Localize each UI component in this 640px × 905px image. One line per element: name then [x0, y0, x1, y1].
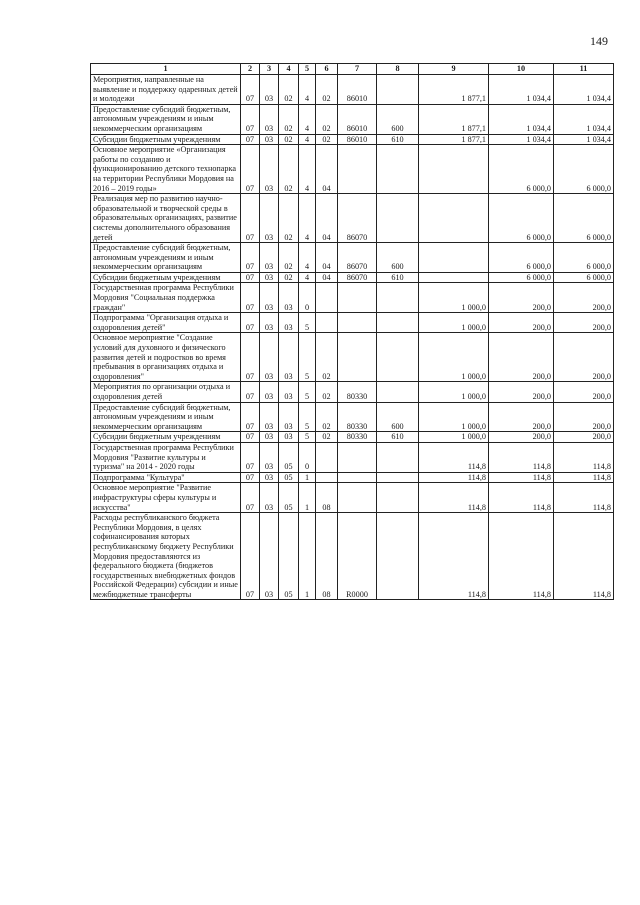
- amount-cell: 114,8: [554, 513, 614, 600]
- row-name-cell: Государственная программа Республики Мордовия "Социальная поддержка граждан": [91, 283, 241, 313]
- table-row: [91, 145, 614, 194]
- code-cell: 02: [279, 145, 299, 194]
- code-cell: 07: [241, 243, 260, 273]
- amount-cell: 200,0: [554, 283, 614, 313]
- amount-cell: 114,8: [554, 472, 614, 483]
- row-name-cell: Предоставление субсидий бюджетным, автономным учреждениям и иным некоммерческим организациям: [91, 104, 241, 134]
- column-header: 11: [554, 64, 614, 75]
- code-cell: [377, 283, 419, 313]
- code-cell: 03: [260, 333, 279, 382]
- code-cell: 03: [260, 483, 279, 513]
- code-cell: 07: [241, 134, 260, 145]
- table-row: [91, 104, 614, 134]
- code-cell: 02: [316, 402, 338, 432]
- amount-cell: 114,8: [489, 442, 554, 472]
- amount-cell: 1 877,1: [419, 104, 489, 134]
- code-cell: 02: [316, 75, 338, 105]
- code-cell: 03: [260, 145, 279, 194]
- column-header: 3: [260, 64, 279, 75]
- code-cell: 03: [279, 402, 299, 432]
- code-cell: [338, 483, 377, 513]
- code-cell: 1: [299, 513, 316, 600]
- table-row: [91, 483, 614, 513]
- code-cell: 02: [279, 75, 299, 105]
- code-cell: 02: [279, 272, 299, 283]
- code-cell: 03: [279, 382, 299, 402]
- code-cell: 03: [260, 283, 279, 313]
- code-cell: 86070: [338, 194, 377, 243]
- code-cell: 07: [241, 483, 260, 513]
- code-cell: R0000: [338, 513, 377, 600]
- amount-cell: 200,0: [489, 283, 554, 313]
- code-cell: [377, 513, 419, 600]
- code-cell: 610: [377, 134, 419, 145]
- amount-cell: 200,0: [554, 402, 614, 432]
- row-name-cell: Субсидии бюджетным учреждениям: [91, 134, 241, 145]
- code-cell: 02: [279, 104, 299, 134]
- code-cell: 07: [241, 104, 260, 134]
- code-cell: 03: [260, 432, 279, 443]
- code-cell: 1: [299, 472, 316, 483]
- code-cell: [377, 194, 419, 243]
- amount-cell: 200,0: [554, 313, 614, 333]
- code-cell: 04: [316, 272, 338, 283]
- code-cell: [338, 313, 377, 333]
- amount-cell: 6 000,0: [489, 145, 554, 194]
- code-cell: 02: [279, 134, 299, 145]
- amount-cell: 1 034,4: [554, 104, 614, 134]
- code-cell: 86070: [338, 272, 377, 283]
- amount-cell: [419, 243, 489, 273]
- code-cell: 03: [260, 472, 279, 483]
- code-cell: 80330: [338, 402, 377, 432]
- code-cell: 03: [260, 104, 279, 134]
- amount-cell: 200,0: [554, 432, 614, 443]
- amount-cell: 1 000,0: [419, 432, 489, 443]
- code-cell: 03: [279, 333, 299, 382]
- code-cell: 07: [241, 472, 260, 483]
- code-cell: [316, 472, 338, 483]
- header-row: [91, 64, 614, 75]
- amount-cell: 114,8: [489, 513, 554, 600]
- code-cell: 03: [260, 442, 279, 472]
- code-cell: 4: [299, 104, 316, 134]
- code-cell: 07: [241, 513, 260, 600]
- code-cell: 4: [299, 134, 316, 145]
- code-cell: 07: [241, 432, 260, 443]
- amount-cell: 114,8: [554, 442, 614, 472]
- code-cell: 03: [260, 402, 279, 432]
- code-cell: 03: [279, 283, 299, 313]
- amount-cell: 200,0: [489, 402, 554, 432]
- code-cell: 5: [299, 402, 316, 432]
- code-cell: 03: [260, 134, 279, 145]
- code-cell: 03: [260, 313, 279, 333]
- amount-cell: 114,8: [554, 483, 614, 513]
- amount-cell: 200,0: [489, 333, 554, 382]
- code-cell: 600: [377, 402, 419, 432]
- amount-cell: 1 034,4: [489, 134, 554, 145]
- code-cell: 03: [279, 313, 299, 333]
- code-cell: 03: [260, 75, 279, 105]
- amount-cell: 114,8: [419, 513, 489, 600]
- table-row: [91, 134, 614, 145]
- amount-cell: 200,0: [554, 333, 614, 382]
- amount-cell: 1 000,0: [419, 382, 489, 402]
- row-name-cell: Предоставление субсидий бюджетным, автономным учреждениям и иным некоммерческим организациям: [91, 243, 241, 273]
- amount-cell: 114,8: [419, 483, 489, 513]
- code-cell: 4: [299, 145, 316, 194]
- code-cell: [377, 382, 419, 402]
- table-row: [91, 272, 614, 283]
- row-name-cell: Реализация мер по развитию научно-образовательной и творческой среды в образовательных организациях, развитие системы дополнительного образования детей: [91, 194, 241, 243]
- code-cell: 05: [279, 513, 299, 600]
- code-cell: 600: [377, 104, 419, 134]
- code-cell: [377, 483, 419, 513]
- amount-cell: 114,8: [419, 472, 489, 483]
- code-cell: 03: [279, 432, 299, 443]
- code-cell: 600: [377, 243, 419, 273]
- amount-cell: 6 000,0: [489, 194, 554, 243]
- amount-cell: 200,0: [489, 313, 554, 333]
- table-row: [91, 283, 614, 313]
- code-cell: 07: [241, 382, 260, 402]
- code-cell: [338, 145, 377, 194]
- code-cell: 07: [241, 75, 260, 105]
- table-row: [91, 194, 614, 243]
- table-row: [91, 472, 614, 483]
- row-name-cell: Мероприятия, направленные на выявление и поддержку одаренных детей и молодежи: [91, 75, 241, 105]
- code-cell: 1: [299, 483, 316, 513]
- code-cell: [316, 283, 338, 313]
- code-cell: [338, 442, 377, 472]
- code-cell: 07: [241, 145, 260, 194]
- row-name-cell: Субсидии бюджетным учреждениям: [91, 432, 241, 443]
- code-cell: 08: [316, 513, 338, 600]
- code-cell: 04: [316, 145, 338, 194]
- amount-cell: [419, 194, 489, 243]
- amount-cell: 200,0: [554, 382, 614, 402]
- table-row: [91, 442, 614, 472]
- code-cell: 5: [299, 333, 316, 382]
- amount-cell: [419, 272, 489, 283]
- code-cell: [338, 333, 377, 382]
- amount-cell: 6 000,0: [554, 194, 614, 243]
- code-cell: 86010: [338, 75, 377, 105]
- row-name-cell: Подпрограмма "Культура": [91, 472, 241, 483]
- code-cell: 5: [299, 382, 316, 402]
- table-row: [91, 313, 614, 333]
- page-number: 149: [590, 34, 608, 48]
- amount-cell: [419, 145, 489, 194]
- amount-cell: 1 877,1: [419, 75, 489, 105]
- code-cell: 610: [377, 432, 419, 443]
- budget-table: [90, 63, 614, 600]
- code-cell: 04: [316, 194, 338, 243]
- code-cell: 02: [316, 134, 338, 145]
- amount-cell: 1 034,4: [554, 134, 614, 145]
- code-cell: 07: [241, 333, 260, 382]
- row-name-cell: Расходы республиканского бюджета Республики Мордовия, в целях софинансирования которых республиканскому бюджету Республики Мордовия предоставляются из федерального бюджета (бюджетов государственных внебюджетных фондов Российской Федерации) субсидии и иные межбюджетные трансферты: [91, 513, 241, 600]
- amount-cell: 6 000,0: [554, 272, 614, 283]
- amount-cell: 1 000,0: [419, 402, 489, 432]
- row-name-cell: Предоставление субсидий бюджетным, автономным учреждениям и иным некоммерческим организациям: [91, 402, 241, 432]
- code-cell: 0: [299, 442, 316, 472]
- code-cell: 03: [260, 272, 279, 283]
- column-header: 5: [299, 64, 316, 75]
- row-name-cell: Основное мероприятие "Развитие инфраструктуры сферы культуры и искусства": [91, 483, 241, 513]
- amount-cell: 1 034,4: [554, 75, 614, 105]
- row-name-cell: Подпрограмма "Организация отдыха и оздоровления детей": [91, 313, 241, 333]
- amount-cell: 1 034,4: [489, 104, 554, 134]
- code-cell: 02: [316, 382, 338, 402]
- code-cell: 4: [299, 272, 316, 283]
- code-cell: [338, 283, 377, 313]
- code-cell: 03: [260, 194, 279, 243]
- code-cell: 02: [316, 432, 338, 443]
- amount-cell: 200,0: [489, 432, 554, 443]
- code-cell: 03: [260, 243, 279, 273]
- code-cell: [338, 472, 377, 483]
- amount-cell: 6 000,0: [489, 243, 554, 273]
- code-cell: 03: [260, 382, 279, 402]
- table-row: [91, 75, 614, 105]
- code-cell: 04: [316, 243, 338, 273]
- row-name-cell: Мероприятия по организации отдыха и оздоровления детей: [91, 382, 241, 402]
- code-cell: 02: [279, 194, 299, 243]
- row-name-cell: Государственная программа Республики Мордовия "Развитие культуры и туризма" на 2014 - 2020 годы: [91, 442, 241, 472]
- column-header: 9: [419, 64, 489, 75]
- amount-cell: 6 000,0: [489, 272, 554, 283]
- amount-cell: 1 000,0: [419, 333, 489, 382]
- code-cell: 80330: [338, 382, 377, 402]
- code-cell: 5: [299, 432, 316, 443]
- column-header: 1: [91, 64, 241, 75]
- amount-cell: 6 000,0: [554, 145, 614, 194]
- row-name-cell: Субсидии бюджетным учреждениям: [91, 272, 241, 283]
- column-header: 2: [241, 64, 260, 75]
- column-header: 4: [279, 64, 299, 75]
- code-cell: 05: [279, 483, 299, 513]
- code-cell: [377, 145, 419, 194]
- amount-cell: 1 877,1: [419, 134, 489, 145]
- code-cell: 4: [299, 194, 316, 243]
- column-header: 10: [489, 64, 554, 75]
- code-cell: 4: [299, 75, 316, 105]
- code-cell: 03: [260, 513, 279, 600]
- column-header: 8: [377, 64, 419, 75]
- amount-cell: 114,8: [419, 442, 489, 472]
- table-row: [91, 432, 614, 443]
- code-cell: [377, 472, 419, 483]
- code-cell: 02: [316, 104, 338, 134]
- table-row: [91, 402, 614, 432]
- code-cell: 5: [299, 313, 316, 333]
- code-cell: 05: [279, 442, 299, 472]
- code-cell: 0: [299, 283, 316, 313]
- amount-cell: 1 034,4: [489, 75, 554, 105]
- code-cell: [377, 442, 419, 472]
- code-cell: [377, 313, 419, 333]
- code-cell: [316, 442, 338, 472]
- code-cell: 02: [279, 243, 299, 273]
- code-cell: 07: [241, 194, 260, 243]
- row-name-cell: Основное мероприятие «Организация работы по созданию и функционированию детского технопарка на территории Республики Мордовия на 2016 – 2019 годы»: [91, 145, 241, 194]
- code-cell: 02: [316, 333, 338, 382]
- code-cell: 86010: [338, 134, 377, 145]
- amount-cell: 114,8: [489, 483, 554, 513]
- code-cell: 80330: [338, 432, 377, 443]
- code-cell: 07: [241, 442, 260, 472]
- amount-cell: 6 000,0: [554, 243, 614, 273]
- table-row: [91, 243, 614, 273]
- table-row: [91, 333, 614, 382]
- code-cell: [377, 75, 419, 105]
- table-row: [91, 513, 614, 600]
- amount-cell: 200,0: [489, 382, 554, 402]
- amount-cell: 1 000,0: [419, 313, 489, 333]
- code-cell: 86070: [338, 243, 377, 273]
- code-cell: 86010: [338, 104, 377, 134]
- column-header: 6: [316, 64, 338, 75]
- code-cell: 4: [299, 243, 316, 273]
- amount-cell: 1 000,0: [419, 283, 489, 313]
- code-cell: 08: [316, 483, 338, 513]
- code-cell: 07: [241, 402, 260, 432]
- code-cell: 07: [241, 283, 260, 313]
- code-cell: [377, 333, 419, 382]
- code-cell: 07: [241, 272, 260, 283]
- code-cell: [316, 313, 338, 333]
- code-cell: 05: [279, 472, 299, 483]
- code-cell: 610: [377, 272, 419, 283]
- amount-cell: 114,8: [489, 472, 554, 483]
- code-cell: 07: [241, 313, 260, 333]
- row-name-cell: Основное мероприятие "Создание условий для духовного и физического развития детей и подростков во время пребывания в организациях отдыха и оздоровления": [91, 333, 241, 382]
- column-header: 7: [338, 64, 377, 75]
- table-row: [91, 382, 614, 402]
